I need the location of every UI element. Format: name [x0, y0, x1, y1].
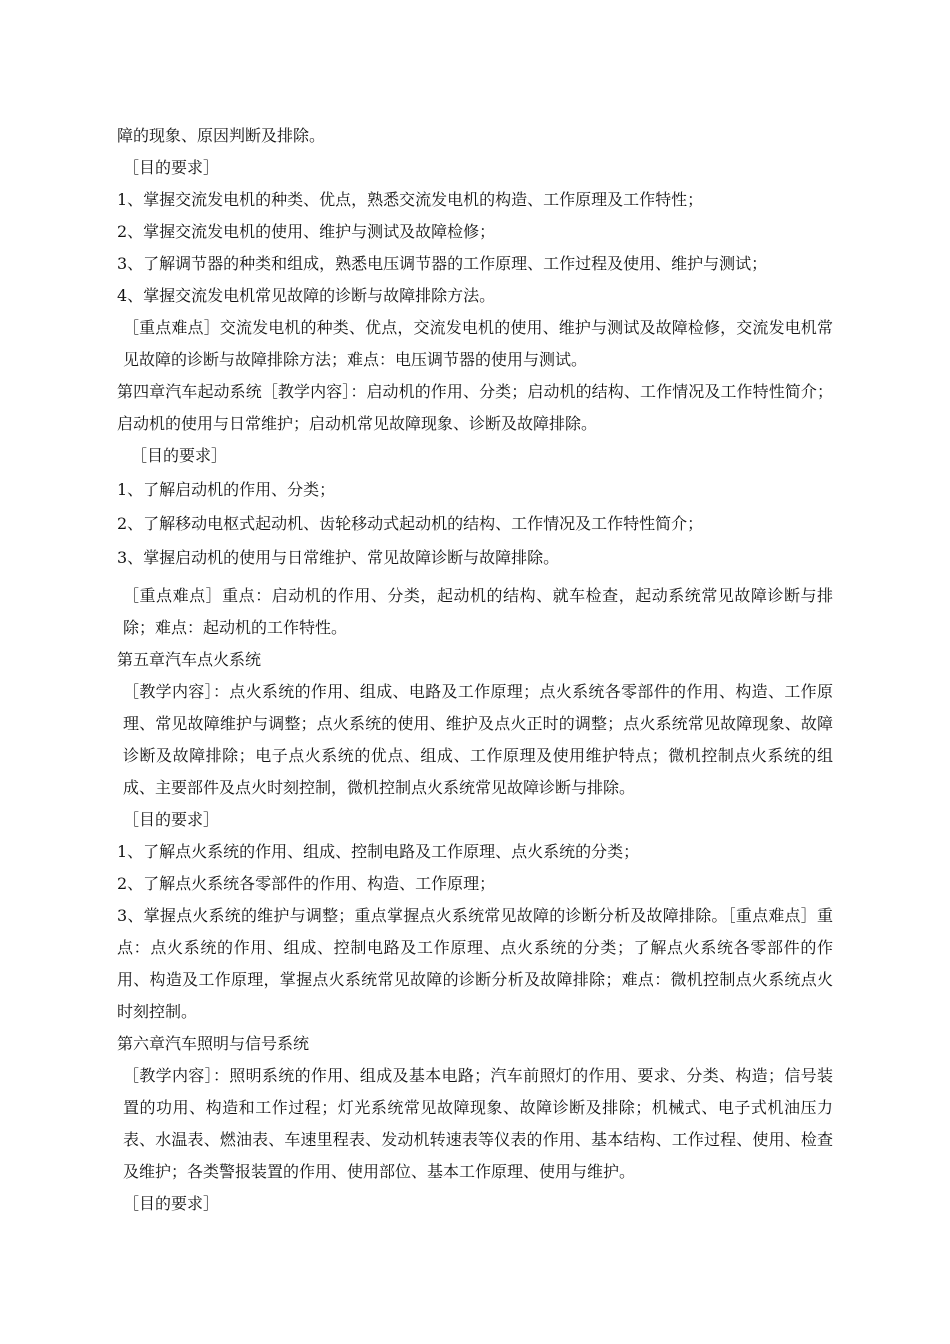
list-item: 3、了解调节器的种类和组成，熟悉电压调节器的工作原理、工作过程及使用、维护与测试；: [117, 254, 768, 273]
section-heading-objectives: ［目的要求］: [123, 158, 220, 177]
list-item: 1、了解点火系统的作用、组成、控制电路及工作原理、点火系统的分类；: [117, 842, 640, 861]
teaching-content-paragraph: ［教学内容］：点火系统的作用、组成、电路及工作原理；点火系统各零部件的作用、构造、工作原理、常见故障维护与调整；点火系统的使用、维护及点火正时的调整；点火系统常见故障现象、故障诊断及故障排除；电子点火系统的优点、组成、工作原理及使用维护特点；微机控制点火系统的组成、主要部件及点火时刻控制，微机控制点火系统常见故障诊断与排除。: [123, 682, 833, 797]
key-points-paragraph: ［重点难点］重点：启动机的作用、分类，起动机的结构、就车检查，起动系统常见故障诊断与排除；难点：起动机的工作特性。: [123, 586, 833, 637]
chapter-4-paragraph: 第四章汽车起动系统［教学内容］：启动机的作用、分类；启动机的结构、工作情况及工作特性简介；启动机的使用与日常维护；启动机常见故障现象、诊断及故障排除。: [117, 382, 833, 433]
list-item: 2、了解移动电枢式起动机、齿轮移动式起动机的结构、工作情况及工作特性简介；: [117, 514, 704, 533]
list-item: 3、掌握点火系统的维护与调整；重点掌握点火系统常见故障的诊断分析及故障排除。［重点难点］重点：点火系统的作用、组成、控制电路及工作原理、点火系统的分类；了解点火系统各零部件的作用、构造及工作原理，掌握点火系统常见故障的诊断分析及故障排除；难点：微机控制点火系统点火时刻控制。: [117, 906, 833, 1021]
paragraph-1: 障的现象、原因判断及排除。: [117, 126, 326, 145]
list-item: 2、了解点火系统各零部件的作用、构造、工作原理；: [117, 874, 496, 893]
key-points-paragraph: ［重点难点］交流发电机的种类、优点，交流发电机的使用、维护与测试及故障检修，交流发电机常见故障的诊断与故障排除方法；难点：电压调节器的使用与测试。: [123, 318, 833, 369]
list-item: 4、掌握交流发电机常见故障的诊断与故障排除方法。: [117, 286, 496, 305]
list-item: 1、掌握交流发电机的种类、优点，熟悉交流发电机的构造、工作原理及工作特性；: [117, 190, 704, 209]
document-page: [117, 120, 833, 1220]
chapter-6-title: 第六章汽车照明与信号系统: [117, 1034, 310, 1053]
section-heading-objectives: ［目的要求］: [123, 1194, 220, 1213]
chapter-5-title: 第五章汽车点火系统: [117, 650, 262, 669]
list-item: 2、掌握交流发电机的使用、维护与测试及故障检修；: [117, 222, 496, 241]
section-heading-objectives: ［目的要求］: [123, 810, 220, 829]
list-item: 3、掌握启动机的使用与日常维护、常见故障诊断与故障排除。: [117, 548, 560, 567]
section-heading-objectives: ［目的要求］: [131, 446, 228, 465]
teaching-content-paragraph: ［教学内容］：照明系统的作用、组成及基本电路；汽车前照灯的作用、要求、分类、构造；信号装置的功用、构造和工作过程；灯光系统常见故障现象、故障诊断及排除；机械式、电子式机油压力表、水温表、燃油表、车速里程表、发动机转速表等仪表的作用、基本结构、工作过程、使用、检查及维护；各类警报装置的作用、使用部位、基本工作原理、使用与维护。: [123, 1066, 833, 1181]
list-item: 1、了解启动机的作用、分类；: [117, 480, 336, 499]
